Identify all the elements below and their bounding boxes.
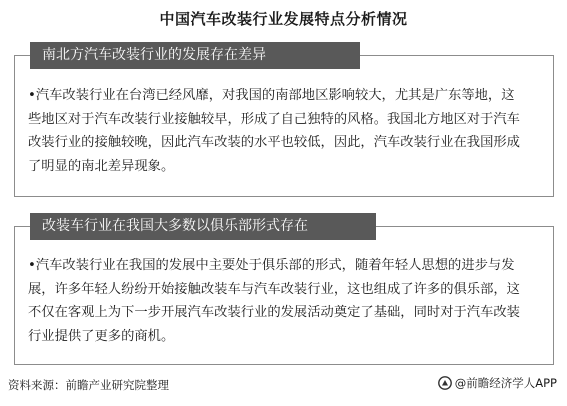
section-body-north-south: •汽车改装行业在台湾已经风靡，对我国的南部地区影响较大，尤其是广东等地，这些地区对于汽车改装行业接触较早，形成了自己独特的风格。我国北方地区对于汽车改装行业的接触较晚，因此汽车改装的水平也较低，因此，汽车改装行业在我国形成了明显的南北差异现象。 (28, 88, 520, 174)
section-header-club: 改装车行业在我国大多数以俱乐部形式存在 (30, 213, 376, 240)
brand-credit-text: @前瞻经济学人APP (454, 376, 557, 390)
page-title: 中国汽车改装行业发展特点分析情况 (159, 10, 408, 28)
source-note: 资料来源：前瞻产业研究院整理 (8, 378, 169, 392)
qianzhan-logo-icon (438, 376, 452, 390)
section-body-club: •汽车改装行业在我国的发展中主要处于俱乐部的形式，随着年轻人思想的进步与发展，许多年轻人纷纷开始接触改装车与汽车改装行业，这也组成了许多的俱乐部，这不仅在客观上为下一步开展汽车改装行业的发展活动奠定了基础，同时对于汽车改装行业提供了更多的商机。 (28, 258, 520, 344)
brand-credit (438, 375, 557, 391)
section-header-north-south: 南北方汽车改装行业的发展存在差异 (30, 42, 360, 69)
